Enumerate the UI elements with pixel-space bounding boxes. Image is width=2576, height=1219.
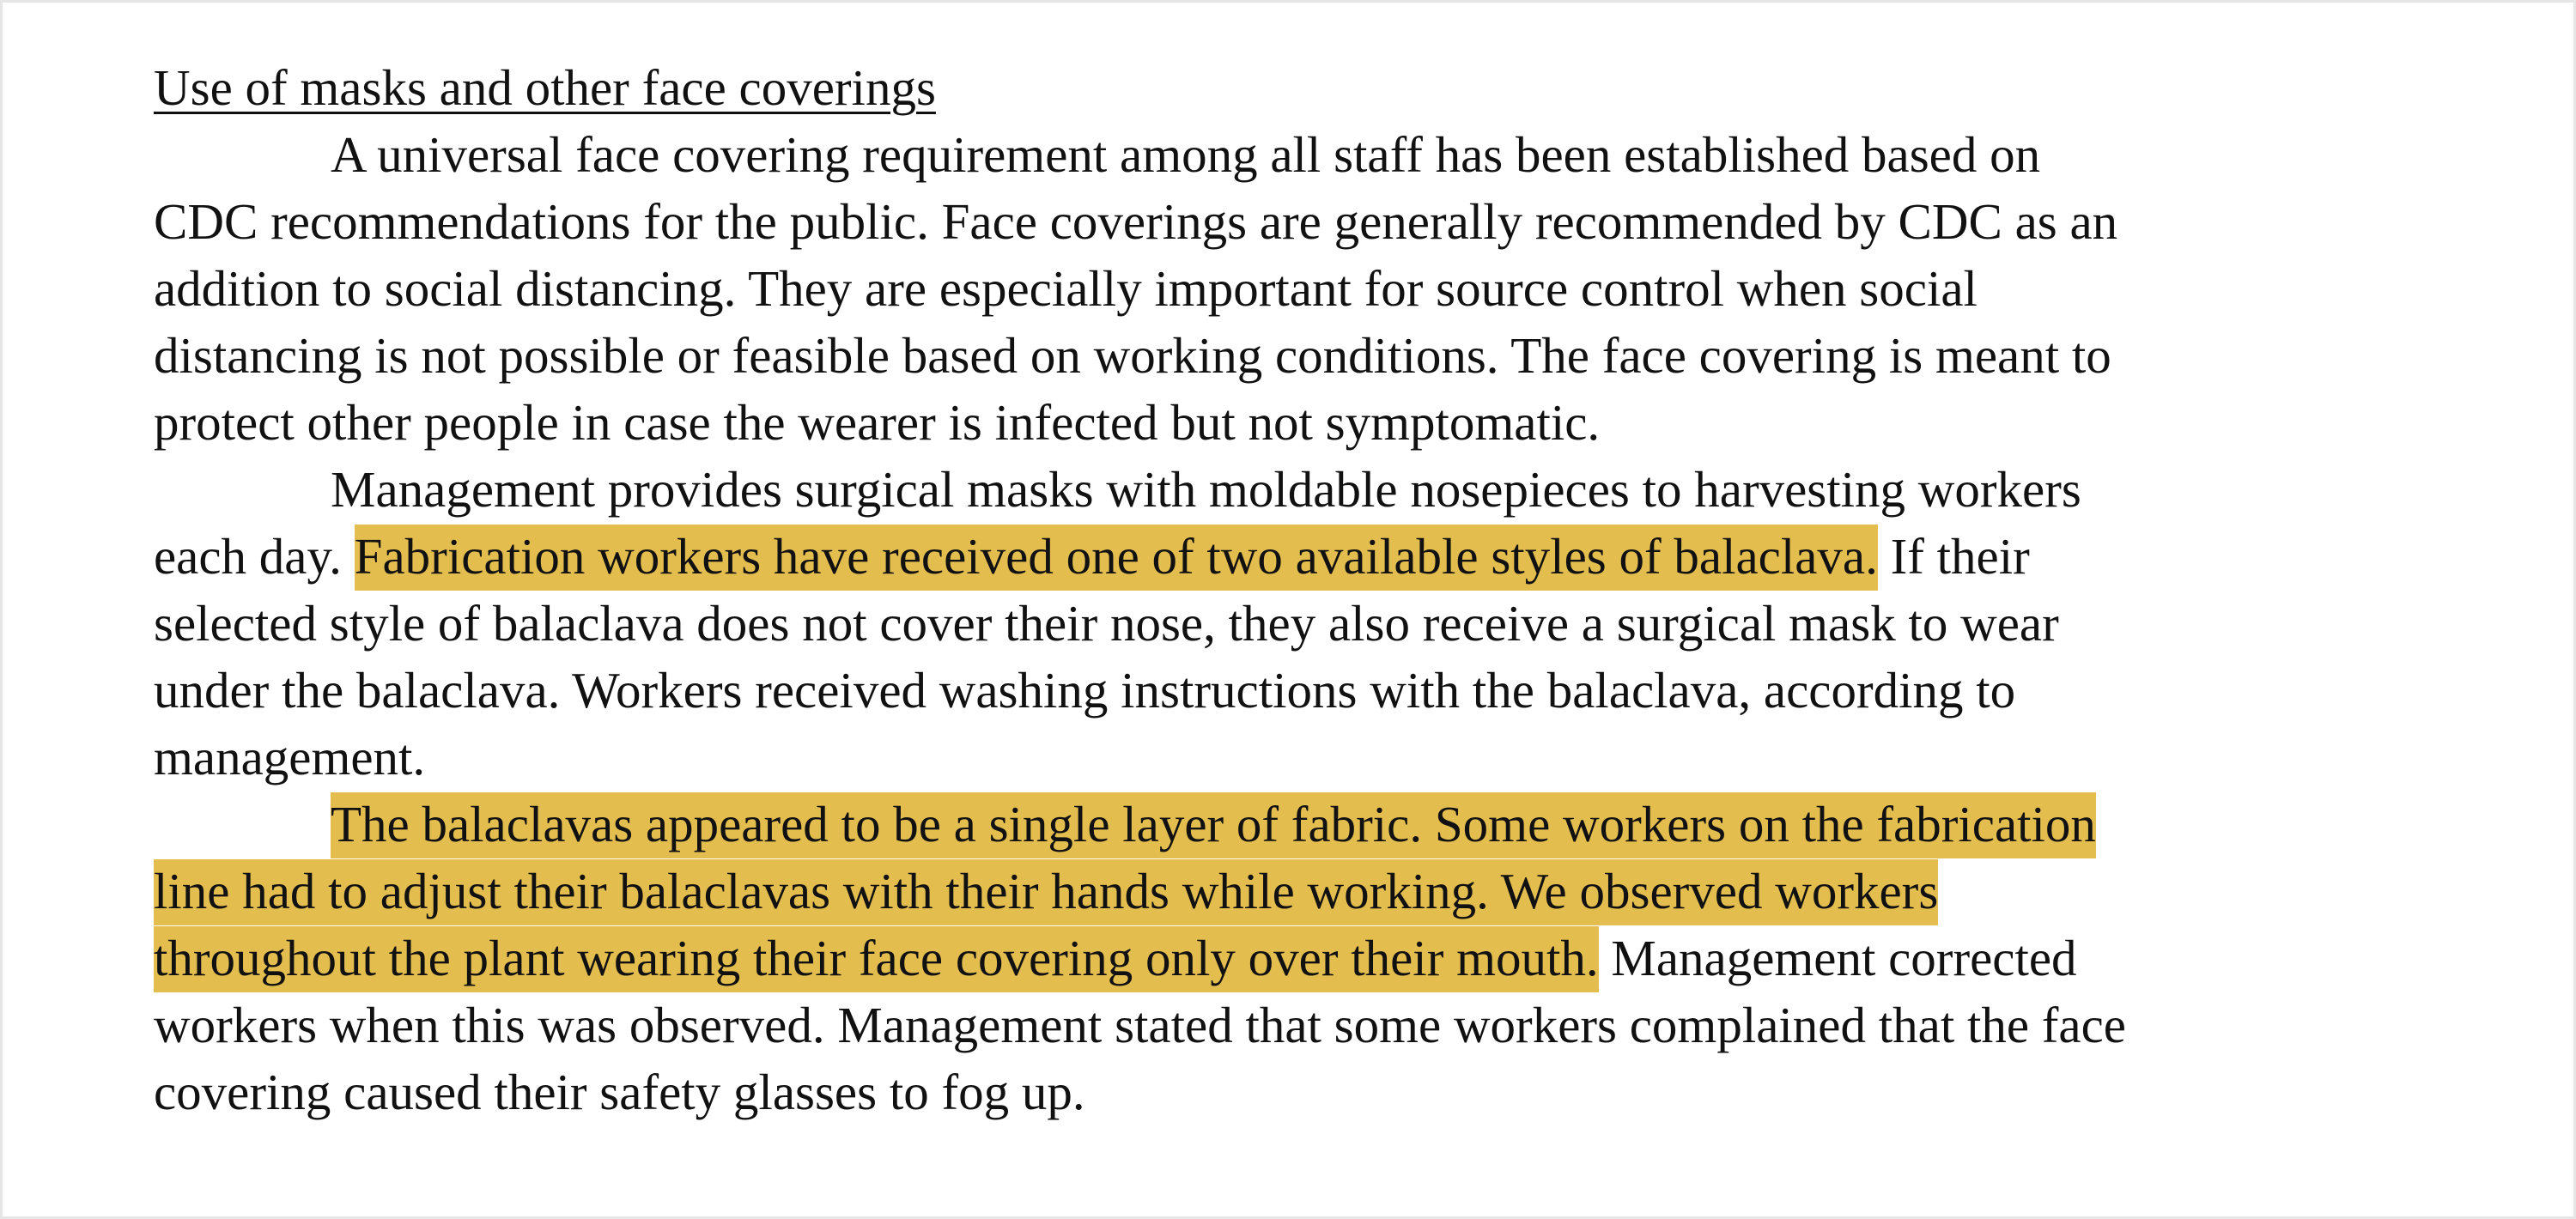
paragraph-line [154,590,2455,657]
text-segment: under the balaclava. Workers received washing instructions with the balaclava, according to [154,662,2016,719]
highlighted-text: Fabrication workers have received one of two available styles of balaclava. [355,525,1878,591]
text-segment: selected style of balaclava does not cover their nose, they also receive a surgical mask to wear [154,595,2059,652]
text-segment: If their [1877,528,2030,585]
highlighted-text: line had to adjust their balaclavas with their hands while working. We observed workers [154,859,1938,925]
paragraph-line [154,255,2455,322]
paragraph-line [154,1058,2455,1125]
text-segment: A universal face covering requirement among all staff has been established based on [331,126,2041,183]
paragraph-line [154,791,2455,858]
text-segment: management. [154,729,426,785]
paragraph-line [154,389,2455,456]
paragraph-line [154,121,2455,188]
paragraph-observations [154,791,2455,1125]
paragraph-masks-provided [154,456,2455,791]
paragraph-line [154,188,2455,255]
text-segment: CDC recommendations for the public. Face coverings are generally recommended by CDC as an [154,193,2118,250]
text-segment: Management provides surgical masks with moldable nosepieces to harvesting workers [331,461,2081,518]
text-segment: addition to social distancing. They are especially important for source control when social [154,260,1978,317]
text-segment: each day. [154,528,355,585]
paragraph-line [154,858,2455,925]
paragraph-face-covering-requirement [154,121,2455,456]
paragraph-line [154,322,2455,389]
section-heading: Use of masks and other face coverings [154,59,936,116]
text-segment: Management corrected [1598,930,2077,986]
paragraph-line [154,657,2455,724]
paragraph-line [154,925,2455,992]
paragraph-line [154,456,2455,523]
paragraph-line [154,724,2455,791]
highlighted-text: The balaclavas appeared to be a single layer of fabric. Some workers on the fabrication [331,792,2096,858]
text-segment: distancing is not possible or feasible based on working conditions. The face covering is meant to [154,327,2111,384]
text-segment: protect other people in case the wearer is infected but not symptomatic. [154,394,1601,451]
text-segment: covering caused their safety glasses to fog up. [154,1064,1085,1120]
text-segment: workers when this was observed. Management stated that some workers complained that the face [154,997,2126,1053]
document-body [154,54,2455,1125]
highlighted-text: throughout the plant wearing their face covering only over their mouth. [154,926,1599,992]
paragraph-line [154,523,2455,590]
paragraph-line [154,992,2455,1058]
